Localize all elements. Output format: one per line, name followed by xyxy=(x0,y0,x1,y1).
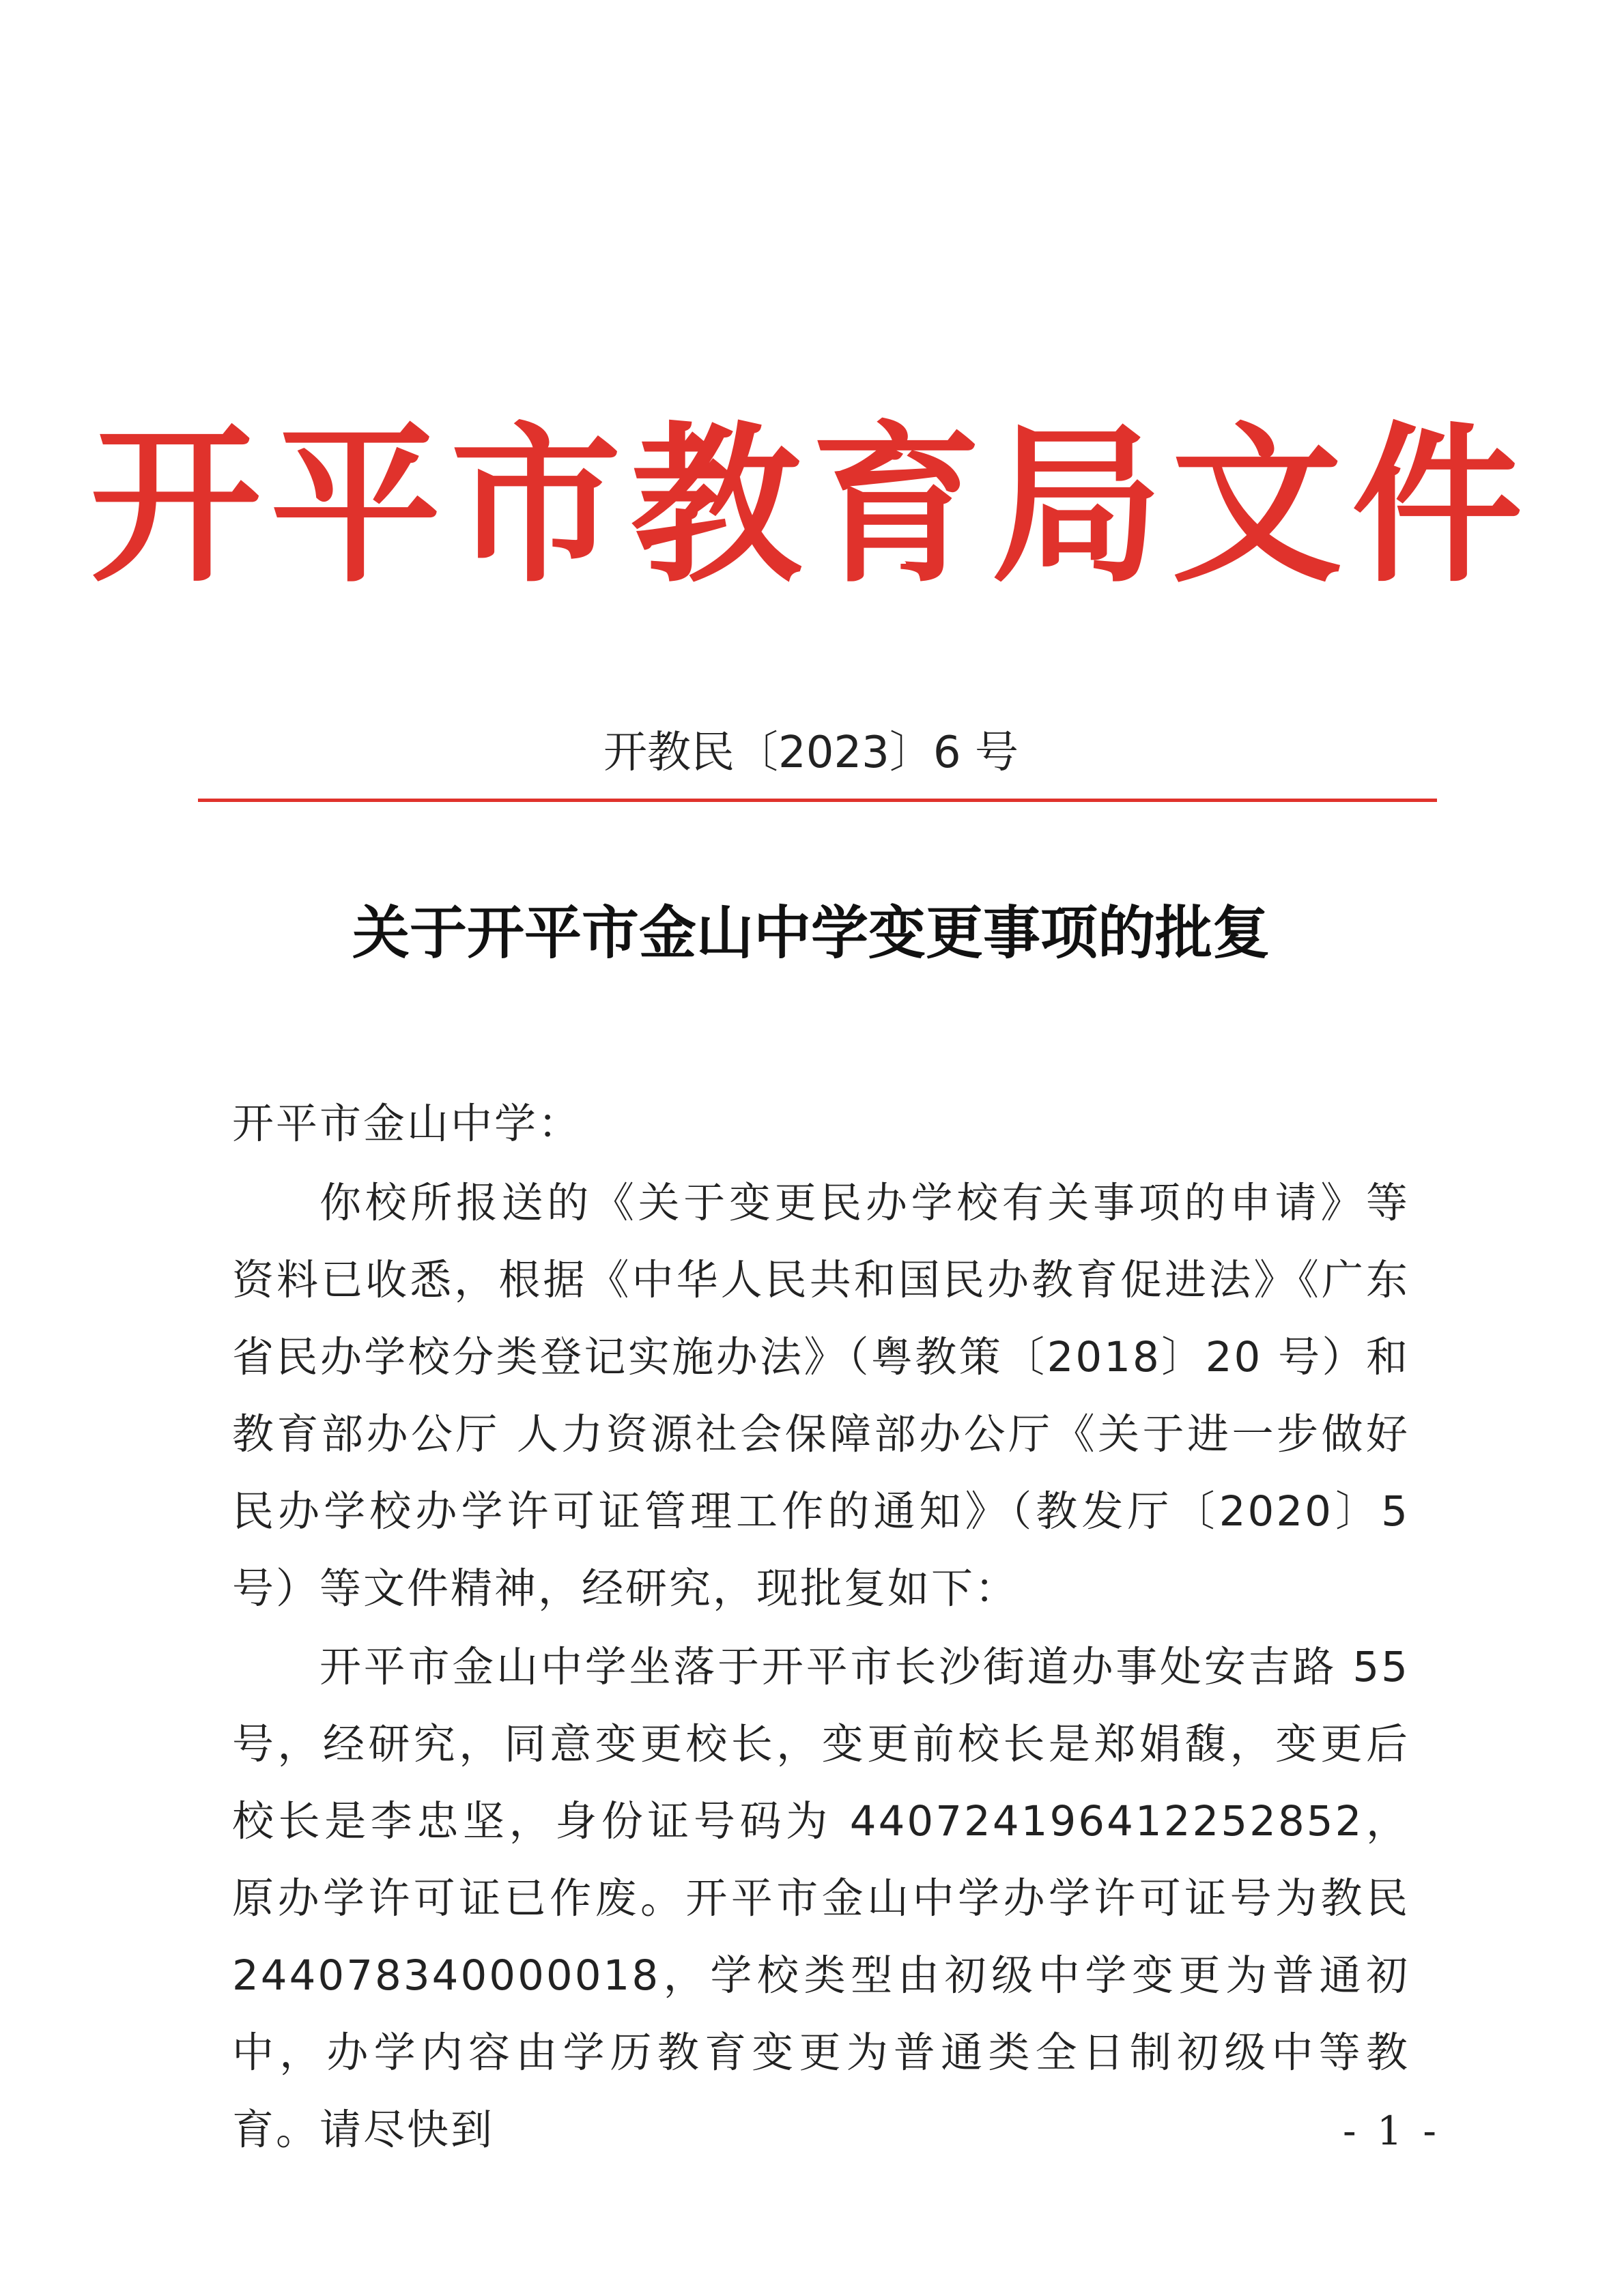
document-title: 关于开平市金山中学变更事项的批复 xyxy=(352,900,1270,966)
body-paragraph-1: 你校所报送的《关于变更民办学校有关事项的申请》等资料已收悉，根据《中华人民共和国民办教育促进法》《广东省民办学校分类登记实施办法》（粤教策〔2018〕20 号）和教育部办公厅 人力资源社会保障部办公厅《关于进一步做好民办学校办学许可证管理工作的通知》（教发厅〔2020〕5 号）等文件精神，经研究，现批复如下： xyxy=(232,1179,1410,1613)
masthead-title: 开平市教育局文件 xyxy=(90,405,1532,605)
body-paragraph-2: 开平市金山中学坐落于开平市长沙街道办事处安吉路 55 号，经研究，同意变更校长，变更前校长是郑娟馥，变更后校长是李忠坚，身份证号码为 440724196412252852，原办学许可证已作废。开平市金山中学办学许可证号为教民244078340000018，学校类型由初级中学变更为普通初中，办学内容由学历教育变更为普通类全日制初级中等教育。请尽快到 xyxy=(232,1643,1410,2154)
salutation: 开平市金山中学： xyxy=(232,1100,582,1148)
document-number: 开教民〔2023〕6 号 xyxy=(603,728,1019,778)
page-number: - 1 - xyxy=(1343,2108,1440,2154)
red-divider-line xyxy=(198,799,1437,802)
